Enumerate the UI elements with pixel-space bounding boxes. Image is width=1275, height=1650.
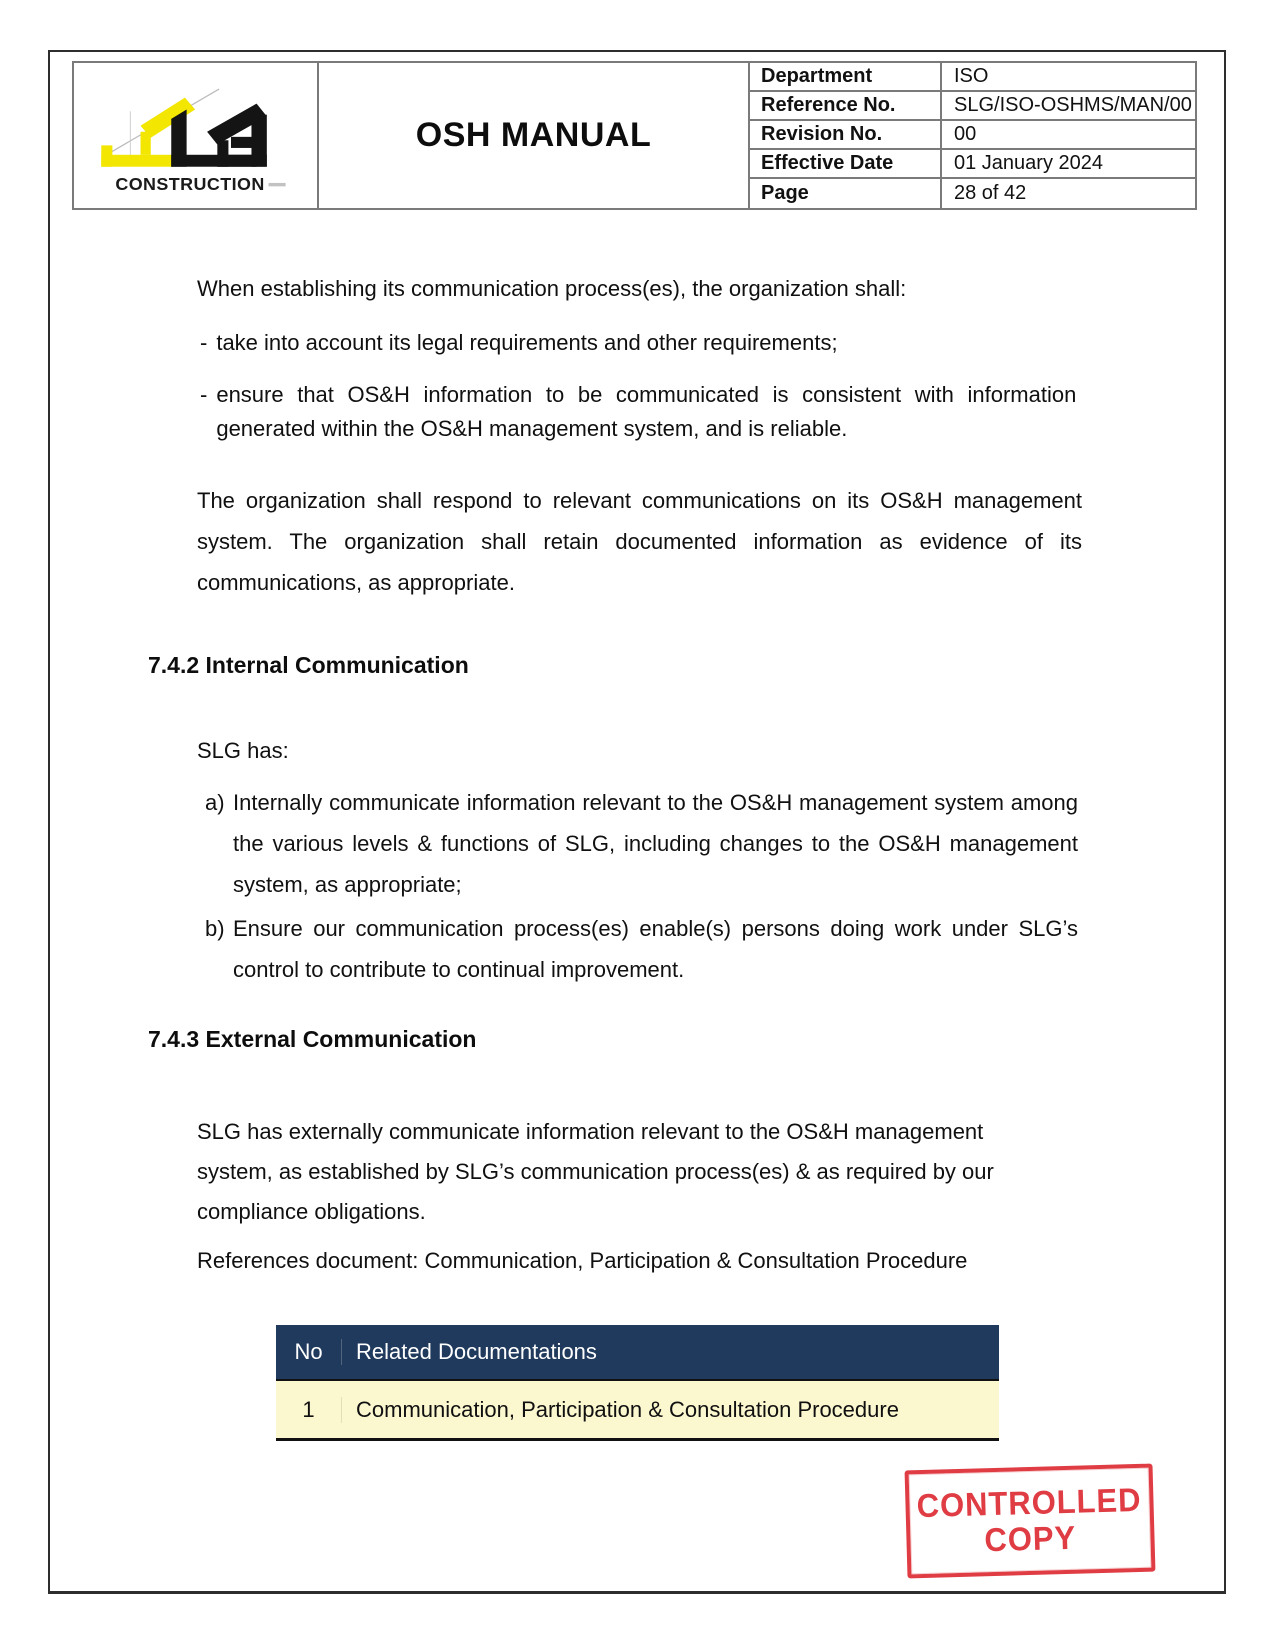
meta-row-effective-date <box>750 150 1195 179</box>
references-line: References document: Communication, Participation & Consultation Procedure <box>197 1248 968 1273</box>
dash-item <box>200 378 1080 446</box>
meta-row-page <box>750 179 1195 208</box>
table-header-doc: Related Documentations <box>356 1339 597 1364</box>
dash-item <box>200 322 1082 363</box>
meta-value: ISO <box>954 65 989 87</box>
dash-marker: - <box>200 382 208 407</box>
logo-fine-print <box>268 182 285 185</box>
external-paragraph: SLG has externally communicate information relevant to the OS&H management system, as established by SLG’s communication process(es) & as required by our compliance obligations. <box>197 1119 994 1224</box>
meta-label: Page <box>750 179 942 208</box>
table-cell-no: 1 <box>276 1397 342 1423</box>
meta-row-revision-no <box>750 121 1195 150</box>
lead-paragraph: SLG has: <box>197 738 289 763</box>
meta-value: SLG/ISO-OSHMS/MAN/00 <box>954 94 1192 116</box>
logo-caption: CONSTRUCTION <box>114 173 265 194</box>
list-marker: a) <box>205 790 225 815</box>
title-cell <box>319 63 750 208</box>
header-meta-table <box>750 63 1195 208</box>
stamp-line-2: COPY <box>984 1518 1077 1559</box>
table-cell-doc: Communication, Participation & Consultation Procedure <box>356 1396 899 1422</box>
intro-paragraph: When establishing its communication process(es), the organization shall: <box>197 276 907 301</box>
related-docs-table <box>276 1325 999 1441</box>
meta-row-reference-no <box>750 92 1195 121</box>
list-item-b <box>205 908 1078 990</box>
list-item-a <box>205 782 1078 905</box>
section-heading-742: 7.4.2 Internal Communication <box>148 652 469 678</box>
controlled-copy-stamp <box>905 1464 1156 1579</box>
section-heading-743: 7.4.3 External Communication <box>148 1026 477 1052</box>
meta-label: Reference No. <box>750 92 942 119</box>
list-marker: b) <box>205 916 225 941</box>
meta-value: 00 <box>954 123 977 145</box>
document-title: OSH MANUAL <box>415 116 652 154</box>
dash-marker: - <box>200 330 208 355</box>
logo-cell <box>74 63 319 208</box>
stamp-line-1: CONTROLLED <box>916 1480 1143 1525</box>
document-header <box>72 61 1197 210</box>
meta-label: Revision No. <box>750 121 942 148</box>
meta-label: Department <box>750 63 942 90</box>
list-item-text: Internally communicate information relevant to the OS&H management system among the various levels & functions of SLG, including changes to the OS&H management system, as appropriate; <box>233 790 1078 897</box>
meta-row-department <box>750 63 1195 92</box>
list-item-text: Ensure our communication process(es) enable(s) persons doing work under SLG’s control to contribute to continual improvement. <box>233 916 1078 982</box>
slg-construction-logo-icon <box>87 72 305 200</box>
table-header-row <box>276 1325 999 1379</box>
table-header-no: No <box>276 1339 342 1365</box>
meta-value: 28 of 42 <box>954 182 1027 204</box>
respond-paragraph: The organization shall respond to relevant communications on its OS&H management system. The organization shall retain documented information as evidence of its communications, as appropriate. <box>197 488 1082 595</box>
dash-item-text: ensure that OS&H information to be communicated is consistent with information generated within the OS&H management system, and is reliable. <box>216 382 1077 441</box>
dash-item-text: take into account its legal requirements and other requirements; <box>216 330 838 355</box>
table-row <box>276 1379 999 1438</box>
meta-label: Effective Date <box>750 150 942 177</box>
meta-value: 01 January 2024 <box>954 152 1104 174</box>
